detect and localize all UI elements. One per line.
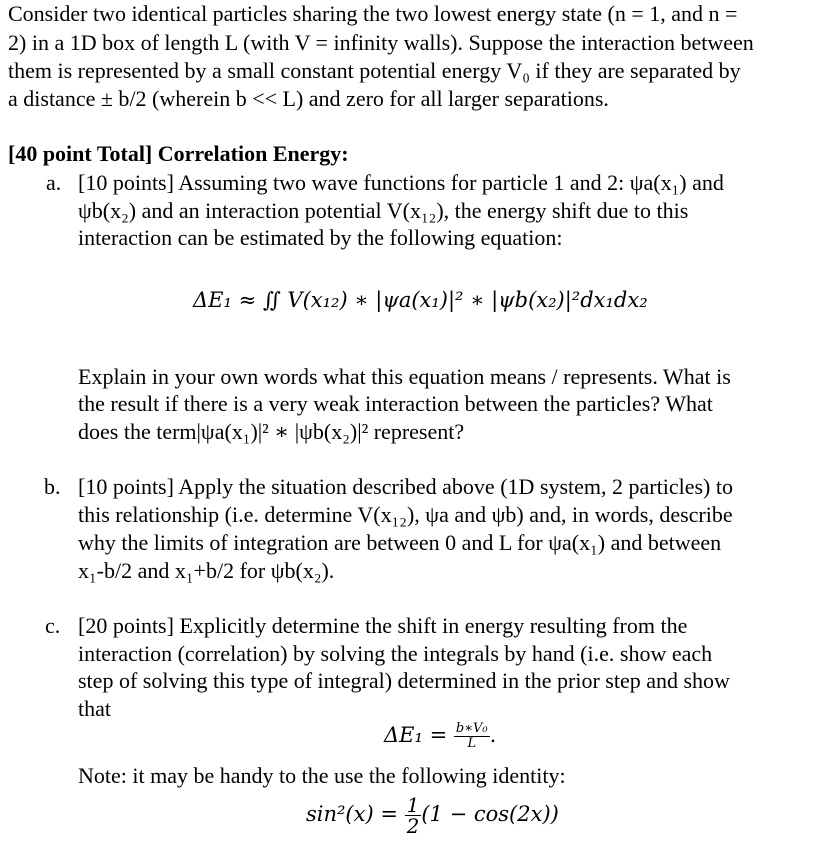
- part-c-label: c.: [45, 613, 61, 638]
- identity-note: Note: it may be handy to the use the following identity:: [78, 763, 566, 788]
- part-b-line-4: x₁-b/2 and x₁+b/2 for ψb(x₂).: [78, 558, 335, 583]
- intro-line-1: Consider two identical particles sharing the two lowest energy state (n = 1, and n =: [8, 1, 738, 26]
- section-heading: [40 point Total] Correlation Energy:: [8, 141, 349, 166]
- identity-rhs: (1 − cos(2x)): [421, 802, 559, 826]
- intro-line-3: them is represented by a small constant potential energy V₀ if they are separated by: [8, 58, 741, 83]
- intro-line-4: a distance ± b/2 (wherein b << L) and zero for all larger separations.: [8, 86, 609, 111]
- part-a-line-3: interaction can be estimated by the following equation:: [78, 225, 563, 250]
- part-a-label: a.: [46, 170, 62, 195]
- part-a-question-line-3: does the term|ψa(x₁)|² ∗ |ψb(x₂)|² represent?: [78, 419, 465, 444]
- identity-fraction: [405, 795, 422, 836]
- identity-lhs: sin²(x) =: [306, 802, 398, 826]
- part-a-line-1: [10 points] Assuming two wave functions for particle 1 and 2: ψa(x₁) and: [78, 170, 724, 195]
- part-c-line-1: [20 points] Explicitly determine the shift in energy resulting from the: [78, 613, 688, 638]
- result-denominator: L: [467, 736, 477, 751]
- energy-shift-equation: ΔE₁ ≈ ∬ V(x₁₂) ∗ |ψa(x₁)|² ∗ |ψb(x₂)|²dx₁dx₂: [193, 288, 648, 312]
- part-b-line-3: why the limits of integration are between 0 and L for ψa(x₁) and between: [78, 530, 722, 555]
- identity-denominator: 2: [406, 814, 420, 838]
- part-c-line-2: interaction (correlation) by solving the integrals by hand (i.e. show each: [78, 641, 713, 666]
- part-a-question-line-1: Explain in your own words what this equation means / represents. What is: [78, 364, 731, 389]
- part-b-label: b.: [44, 474, 61, 499]
- part-a-question-line-2: the result if there is a very weak interaction between the particles? What: [78, 391, 713, 416]
- result-equation: [384, 722, 496, 751]
- part-a-line-2: ψb(x₂) and an interaction potential V(x₁₂), the energy shift due to this: [78, 198, 689, 223]
- part-b-line-1: [10 points] Apply the situation described above (1D system, 2 particles) to: [78, 474, 733, 499]
- identity-numerator: 1: [406, 793, 420, 817]
- result-period: .: [489, 723, 497, 747]
- result-numerator: b∗V₀: [455, 721, 488, 736]
- result-lhs: ΔE₁ =: [384, 723, 448, 747]
- intro-line-2: 2) in a 1D box of length L (with V = infinity walls). Suppose the interaction between: [8, 30, 754, 55]
- result-fraction: [454, 722, 490, 751]
- part-c-line-4: that: [78, 696, 111, 721]
- part-b-line-2: this relationship (i.e. determine V(x₁₂), ψa and ψb) and, in words, describe: [78, 502, 733, 527]
- trig-identity: [306, 795, 559, 836]
- part-c-line-3: step of solving this type of integral) determined in the prior step and show: [78, 668, 730, 693]
